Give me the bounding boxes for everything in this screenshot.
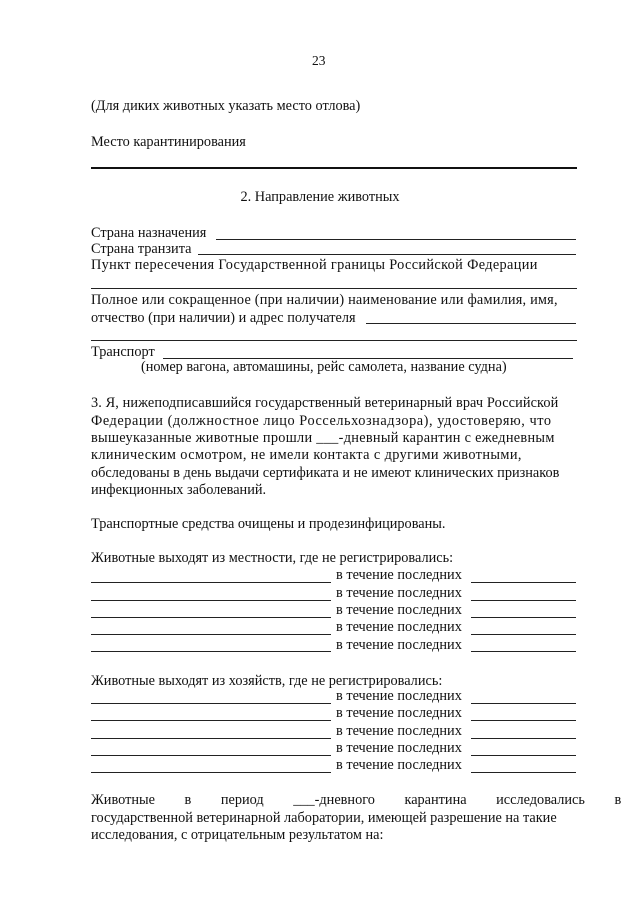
section-3-line1: 3. Я, нижеподписавшийся государственный ветеринарный врач Российской <box>91 395 559 411</box>
page-number: 23 <box>312 53 326 68</box>
farm-period-field[interactable] <box>471 772 576 773</box>
recipient-field-2[interactable] <box>91 340 577 341</box>
locality-disease-field[interactable] <box>91 617 331 618</box>
locality-period-field[interactable] <box>471 634 576 635</box>
farm-period-field[interactable] <box>471 738 576 739</box>
border-crossing-field[interactable] <box>91 288 577 289</box>
section-3-line2: Федерации (должностное лицо Россельхознадзора), удостоверяю, что <box>91 413 552 429</box>
destination-country-label: Страна назначения <box>91 225 207 241</box>
section-3-line3: вышеуказанные животные прошли ___-дневный карантин с ежедневным <box>91 430 555 446</box>
farm-disease-field[interactable] <box>91 720 331 721</box>
recipient-field-1[interactable] <box>366 323 576 324</box>
locality-during-last-label: в течение последних <box>336 619 462 635</box>
farm-period-field[interactable] <box>471 755 576 756</box>
wild-animals-note: (Для диких животных указать место отлова) <box>91 98 361 114</box>
farm-disease-field[interactable] <box>91 755 331 756</box>
farm-during-last-label: в течение последних <box>336 723 462 739</box>
locality-period-field[interactable] <box>471 600 576 601</box>
destination-country-field[interactable] <box>216 239 576 240</box>
locality-period-field[interactable] <box>471 617 576 618</box>
lab-line2: государственной ветеринарной лаборатории, имеющей разрешение на такие <box>91 810 557 826</box>
lab-line3: исследования, с отрицательным результатом на: <box>91 827 384 843</box>
farm-during-last-label: в течение последних <box>336 740 462 756</box>
transport-hint: (номер вагона, автомашины, рейс самолета, название судна) <box>141 359 507 375</box>
farm-disease-field[interactable] <box>91 703 331 704</box>
recipient-label-line2: отчество (при наличии) и адрес получателя <box>91 310 356 326</box>
vehicles-disinfected: Транспортные средства очищены и продезинфицированы. <box>91 516 446 532</box>
locality-disease-field[interactable] <box>91 582 331 583</box>
locality-disease-field[interactable] <box>91 600 331 601</box>
section-3-line5: обследованы в день выдачи сертификата и не имеют клинических признаков <box>91 465 560 481</box>
locality-during-last-label: в течение последних <box>336 637 462 653</box>
farm-disease-field[interactable] <box>91 772 331 773</box>
quarantine-place-label: Место карантинирования <box>91 134 246 150</box>
lab-line1: Животные в период ___-дневного карантина исследовались в <box>91 792 622 808</box>
transit-country-label: Страна транзита <box>91 241 192 257</box>
locality-disease-field[interactable] <box>91 634 331 635</box>
locality-header: Животные выходят из местности, где не регистрировались: <box>91 550 454 566</box>
locality-during-last-label: в течение последних <box>336 602 462 618</box>
section-2-title: 2. Направление животных <box>240 189 400 205</box>
locality-disease-field[interactable] <box>91 651 331 652</box>
locality-during-last-label: в течение последних <box>336 585 462 601</box>
locality-period-field[interactable] <box>471 582 576 583</box>
farm-period-field[interactable] <box>471 720 576 721</box>
transit-country-field[interactable] <box>198 254 576 255</box>
recipient-label-line1: Полное или сокращенное (при наличии) наименование или фамилия, имя, <box>91 292 558 308</box>
farm-header: Животные выходят из хозяйств, где не регистрировались: <box>91 673 443 689</box>
section-3-line6: инфекционных заболеваний. <box>91 482 267 498</box>
locality-during-last-label: в течение последних <box>336 567 462 583</box>
farm-period-field[interactable] <box>471 703 576 704</box>
section-3-line4: клиническим осмотром, не имели контакта с другими животными, <box>91 447 522 463</box>
locality-period-field[interactable] <box>471 651 576 652</box>
farm-during-last-label: в течение последних <box>336 757 462 773</box>
border-crossing-label: Пункт пересечения Государственной границы Российской Федерации <box>91 257 538 273</box>
farm-disease-field[interactable] <box>91 738 331 739</box>
farm-during-last-label: в течение последних <box>336 688 462 704</box>
farm-during-last-label: в течение последних <box>336 705 462 721</box>
quarantine-place-field[interactable] <box>91 167 577 169</box>
transport-label: Транспорт <box>91 344 155 360</box>
